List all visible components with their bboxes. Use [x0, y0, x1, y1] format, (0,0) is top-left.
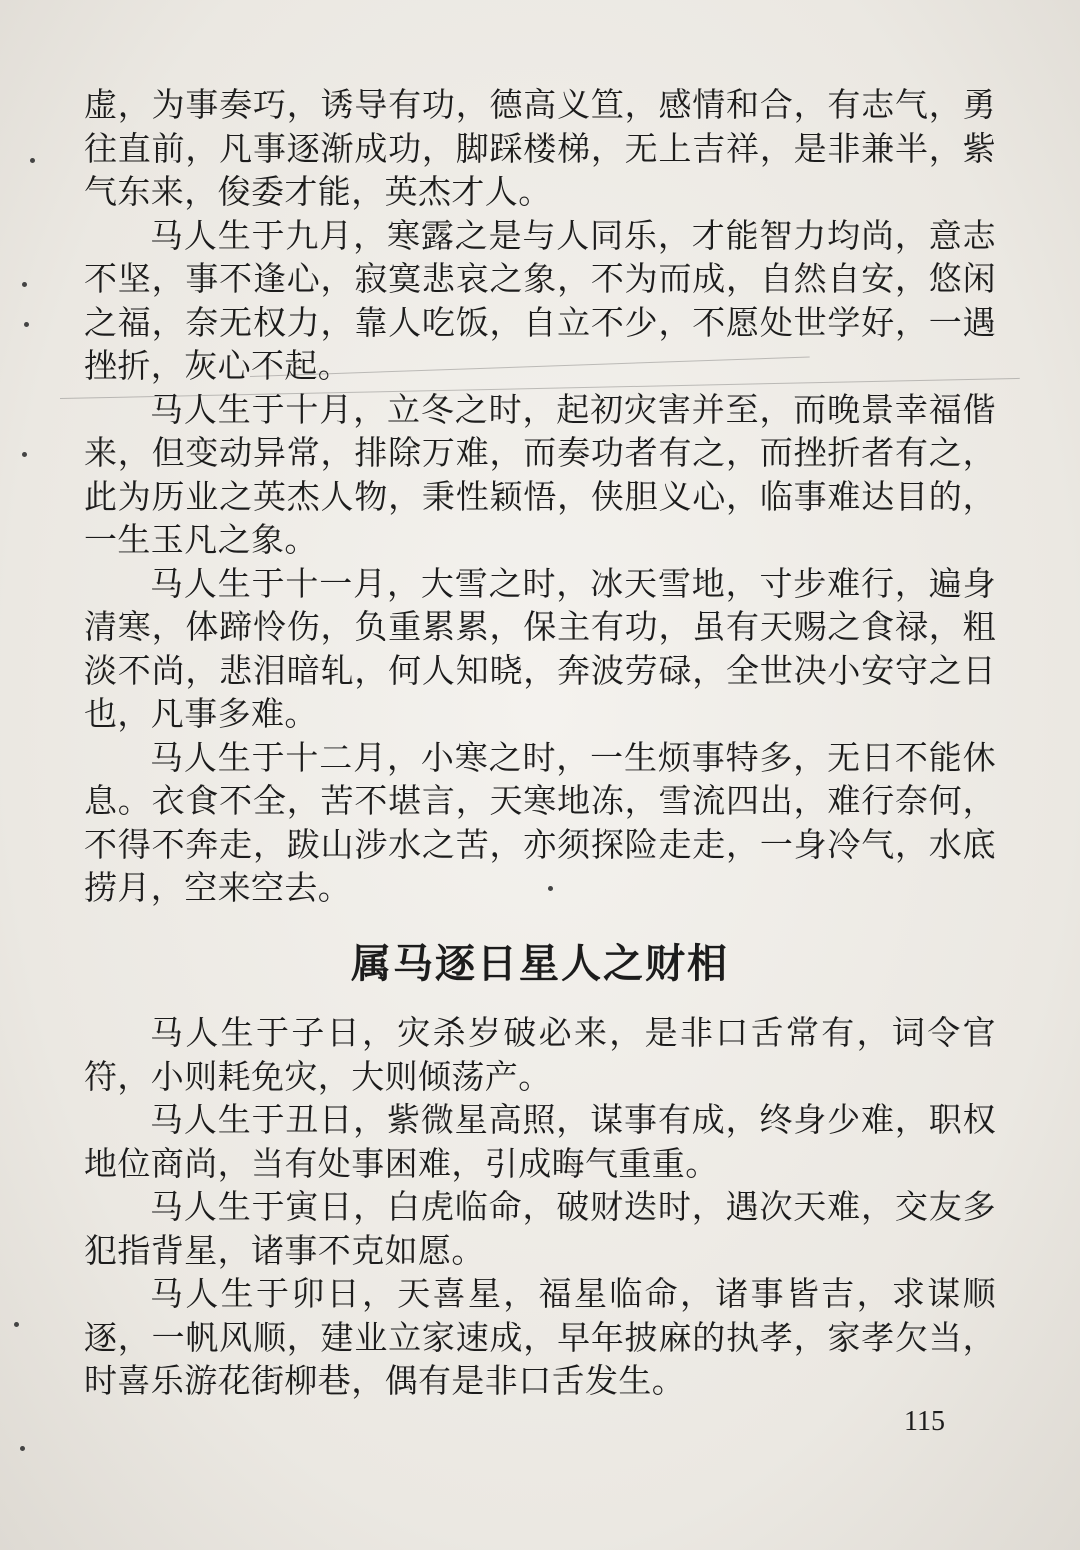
section-heading: 属马逐日星人之财相 — [351, 940, 729, 987]
paragraph-yin-day: 马人生于寅日，白虎临命，破财迭时，遇次天难，交友多犯指背星，诸事不克如愿。 — [84, 1187, 996, 1270]
ink-speck — [24, 322, 29, 327]
paragraph-continued: 虚，为事奏巧，诱导有功，德高义笪，感情和合，有志气，勇往直前，凡事逐渐成功，脚踩楼梯，无上吉祥，是非兼半，紫气东来，俊委才能，英杰才人。 — [84, 85, 996, 211]
page-number: 115 — [904, 1406, 945, 1437]
ink-speck — [20, 1446, 25, 1451]
ink-speck — [30, 158, 35, 163]
paragraph-twelfth-month: 马人生于十二月，小寒之时，一生烦事特多，无日不能休息。衣食不全，苦不堪言，天寒地冻，雪流四出，难行奈何，不得不奔走，跋山涉水之苦，亦须探险走走，一身冷气，水底捞月，空来空去。 — [84, 737, 996, 907]
paragraph-eleventh-month: 马人生于十一月，大雪之时，冰天雪地，寸步难行，遍身清寒，体蹄怜伤，负重累累，保主有功，虽有天赐之食禄，粗淡不尚，悲泪暗轧，何人知晓，奔波劳碌，全世决小安守之日也，凡事多难。 — [84, 563, 996, 733]
paragraph-ninth-month: 马人生于九月，寒露之是与人同乐，才能智力均尚，意志不坚，事不逢心，寂寞悲哀之象，不为而成，自然自安，悠闲之福，奈无权力，靠人吃饭，自立不少，不愿处世学好，一遇挫折，灰心不起。 — [84, 215, 996, 385]
ink-speck — [22, 452, 27, 457]
ink-speck — [22, 282, 27, 287]
upper-text — [84, 83, 996, 910]
paragraph-chou-day: 马人生于丑日，紫微星高照，谋事有成，终身少难，职权地位商尚，当有处事困难，引成晦气重重。 — [84, 1100, 996, 1183]
paragraph-zi-day: 马人生于子日，灾杀岁破必来，是非口舌常有，词令官符，小则耗免灾，大则倾荡产。 — [84, 1013, 996, 1096]
lower-text — [84, 1011, 996, 1403]
paragraph-tenth-month: 马人生于十月，立冬之时，起初灾害并至，而晚景幸福偕来，但变动异常，排除万难，而奏功者有之，而挫折者有之，此为历业之英杰人物，秉性颖悟，侠胆义心，临事难达目的，一生玉凡之象。 — [84, 389, 996, 559]
ink-speck — [14, 1322, 19, 1327]
paragraph-mao-day: 马人生于卯日，天喜星，福星临命，诸事皆吉，求谋顺逐，一帆风顺，建业立家速成，早年披麻的执孝，家孝欠当，时喜乐游花街柳巷，偶有是非口舌发生。 — [84, 1274, 996, 1400]
